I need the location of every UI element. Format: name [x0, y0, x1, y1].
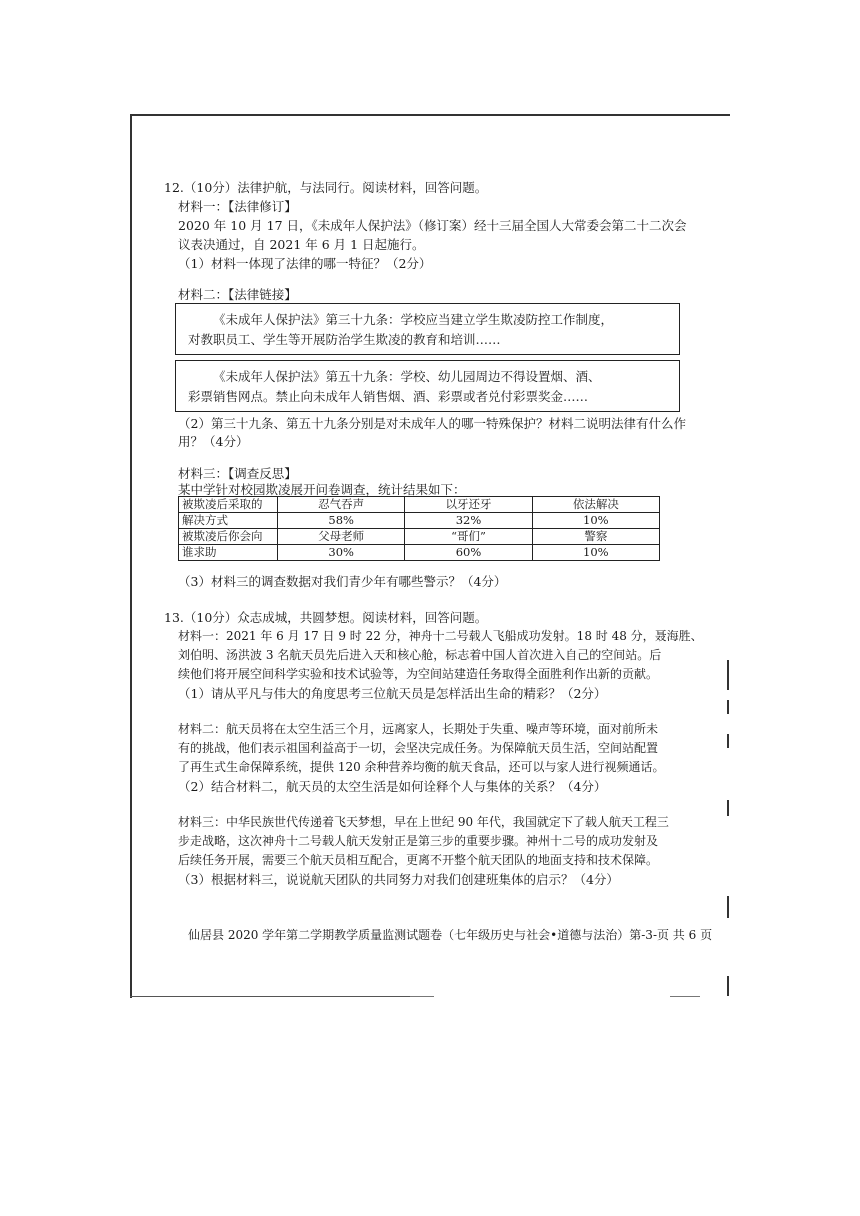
q13-question1: （1）请从平凡与伟大的角度思考三位航天员是怎样活出生命的精彩？（2分）	[178, 686, 607, 701]
scan-speck	[410, 996, 434, 997]
law-article-39-line2: 对教职员工、学生等开展防治学生欺凌的教育和培训……	[188, 332, 501, 347]
page-left-edge	[130, 114, 132, 998]
row2-value-1: 30%	[278, 545, 405, 561]
row1-value-3: 10%	[532, 513, 659, 529]
q13-material3-line3: 后续任务开展，需要三个航天员相互配合，更离不开整个航天团队的地面支持和技术保障。	[178, 853, 659, 867]
table-row	[179, 545, 660, 561]
q13-title: 13.（10分）众志成城，共圆梦想。阅读材料，回答问题。	[164, 610, 488, 625]
scan-mark	[727, 896, 729, 918]
page-top-edge	[130, 114, 730, 116]
q13-material2-line1: 材料二：航天员将在太空生活三个月，远离家人，长期处于失重、噪声等环境，面对前所未	[178, 722, 659, 736]
q13-material3-line2: 步走战略，这次神舟十二号载人航天发射正是第三步的重要步骤。神州十二号的成功发射及	[178, 834, 659, 848]
row1-option-2: 以牙还牙	[405, 497, 532, 513]
row1-value-2: 32%	[405, 513, 532, 529]
row1-header-b: 解决方式	[179, 513, 278, 529]
row1-header-a: 被欺凌后采取的	[179, 497, 278, 513]
q13-material3-line1: 材料三：中华民族世代传递着飞天梦想，早在上世纪 90 年代，我国就定下了载人航天工程三	[178, 815, 669, 829]
scan-mark	[727, 734, 729, 748]
q12-material1-line2: 议表决通过，自 2021 年 6 月 1 日起施行。	[178, 237, 425, 252]
law-article-39-box	[175, 303, 680, 355]
q13-material1-line3: 续他们将开展空间科学实验和技术试验等，为空间站建造任务取得全面胜利作出新的贡献。	[178, 667, 659, 681]
q12-title: 12.（10分）法律护航，与法同行。阅读材料，回答问题。	[164, 180, 488, 195]
page-footer: 仙居县 2020 学年第二学期教学质量监测试题卷（七年级历史与社会•道德与法治）第-3-页 共 6 页	[188, 928, 713, 942]
row2-option-3: 警察	[532, 529, 659, 545]
q12-question3: （3）材料三的调查数据对我们青少年有哪些警示？（4分）	[178, 574, 507, 589]
row2-value-3: 10%	[532, 545, 659, 561]
q12-material2-label: 材料二：【法律链接】	[178, 287, 297, 302]
q13-material2-line2: 有的挑战，他们表示祖国利益高于一切，会坚决完成任务。为保障航天员生活，空间站配置	[178, 741, 659, 755]
row2-header-b: 谁求助	[179, 545, 278, 561]
scan-mark	[727, 700, 729, 714]
row1-option-3: 依法解决	[532, 497, 659, 513]
law-article-59-line1: 《未成年人保护法》第五十九条：学校、幼儿园周边不得设置烟、酒、	[213, 369, 601, 384]
table-row	[179, 497, 660, 513]
row2-option-2: “哥们”	[405, 529, 532, 545]
scan-mark	[727, 800, 729, 816]
q13-material1-line2: 刘伯明、汤洪波 3 名航天员先后进入天和核心舱，标志着中国人首次进入自己的空间站。后	[178, 648, 662, 662]
row1-value-1: 58%	[278, 513, 405, 529]
table-row	[179, 529, 660, 545]
scan-mark	[727, 976, 729, 996]
row2-value-2: 60%	[405, 545, 532, 561]
scan-speck	[670, 996, 700, 997]
q12-material3-label: 材料三：【调查反思】	[178, 466, 297, 481]
survey-table	[178, 496, 660, 561]
q12-question2-line1: （2）第三十九条、第五十九条分别是对未成年人的哪一特殊保护？材料二说明法律有什么作	[178, 416, 686, 431]
page-bottom-edge	[130, 996, 430, 997]
law-article-59-box	[175, 360, 680, 412]
row2-header-a: 被欺凌后你会向	[179, 529, 278, 545]
q13-material1-line1: 材料一：2021 年 6 月 17 日 9 时 22 分，神舟十二号载人飞船成功发射。18 时 48 分，聂海胜、	[178, 629, 703, 643]
row2-option-1: 父母老师	[278, 529, 405, 545]
q13-question3: （3）根据材料三，说说航天团队的共同努力对我们创建班集体的启示？（4分）	[178, 872, 619, 887]
q12-material1-label: 材料一：【法律修订】	[178, 199, 297, 214]
law-article-59-line2: 彩票销售网点。禁止向未成年人销售烟、酒、彩票或者兑付彩票奖金……	[188, 389, 589, 404]
q12-question1: （1）材料一体现了法律的哪一特征？（2分）	[178, 256, 432, 271]
q12-question2-line2: 用？（4分）	[178, 434, 249, 449]
row1-option-1: 忍气吞声	[278, 497, 405, 513]
table-row	[179, 513, 660, 529]
q12-material3-intro: 某中学针对校园欺凌展开问卷调查，统计结果如下：	[178, 482, 466, 497]
q12-material1-line1: 2020 年 10 月 17 日，《未成年人保护法》（修订案）经十三届全国人大常委会第二十二次会	[178, 218, 687, 233]
q13-material2-line3: 了再生式生命保障系统，提供 120 余种营养均衡的航天食品，还可以与家人进行视频通话。	[178, 760, 665, 774]
q13-question2: （2）结合材料二，航天员的太空生活是如何诠释个人与集体的关系？（4分）	[178, 779, 607, 794]
scan-mark	[727, 660, 729, 690]
law-article-39-line1: 《未成年人保护法》第三十九条：学校应当建立学生欺凌防控工作制度，	[213, 312, 614, 327]
